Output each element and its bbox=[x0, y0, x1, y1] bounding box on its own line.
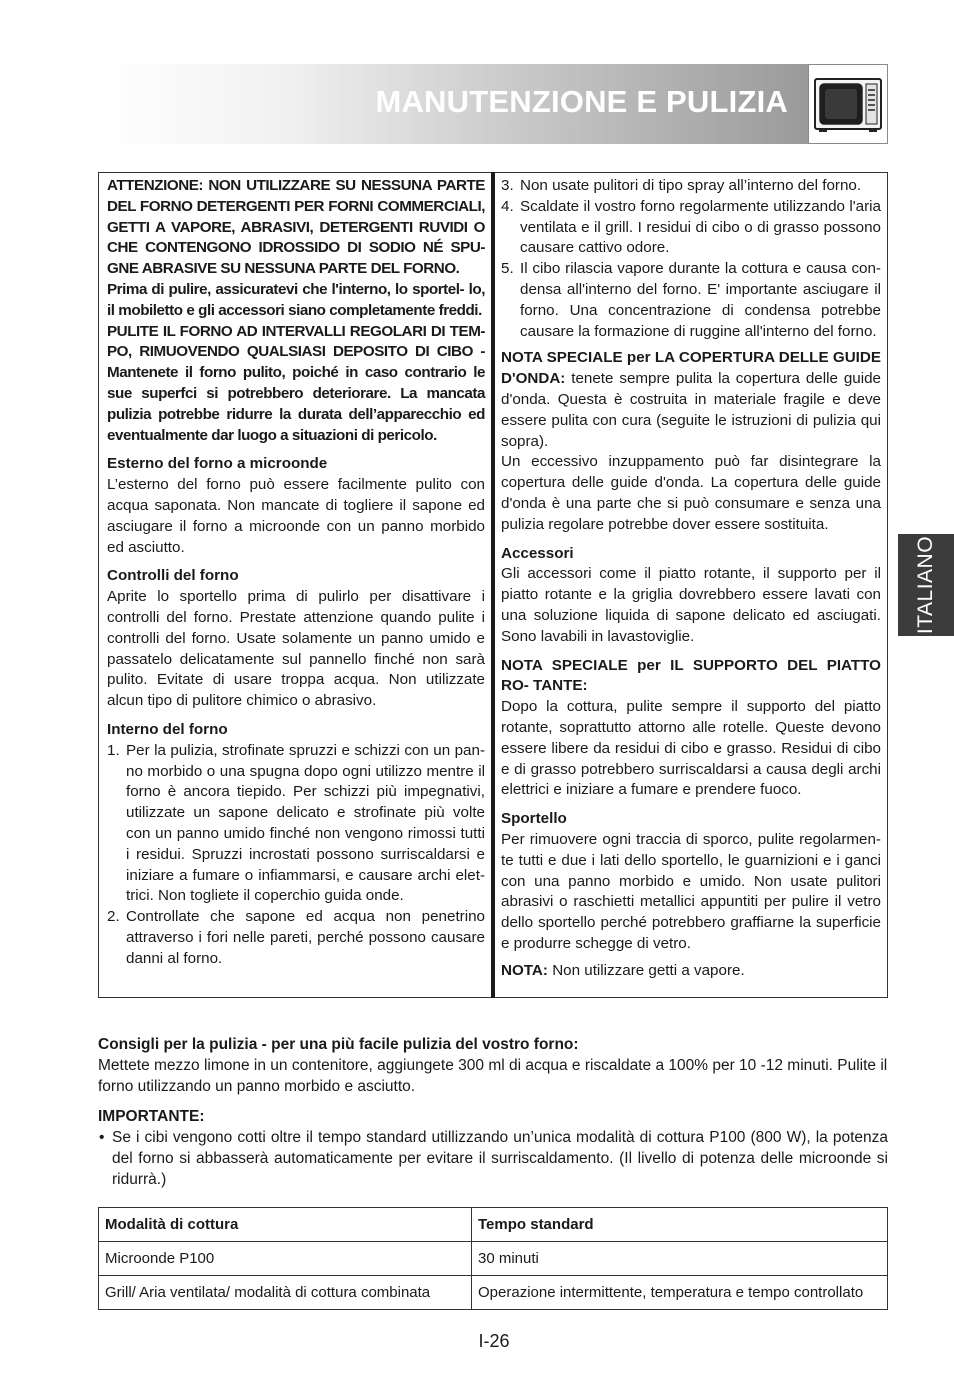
door-text: Per rimuovere ogni traccia di sporco, pulite regolarmen- te tutti e due i lati dello sportello, le guarnizioni e i ganci con una panno morbido e umido. Non usate pulitori abrasivi o raschietti metallici appuntiti per pulire il vetro dello sportello perché potrebbero graffiarne la superficie e produrre schegge di vetro. bbox=[501, 830, 881, 952]
final-note-label: NOTA: bbox=[501, 961, 548, 979]
list-item bbox=[501, 197, 881, 259]
page-number: I-26 bbox=[478, 1331, 510, 1351]
table-cell: Grill/ Aria ventilata/ modalità di cottura combinata bbox=[99, 1276, 472, 1310]
table-cell: Operazione intermittente, temperatura e tempo controllato bbox=[472, 1276, 888, 1310]
exterior-heading: Esterno del forno a microonde bbox=[107, 455, 328, 473]
right-column bbox=[501, 176, 881, 981]
list-number: 2. bbox=[107, 908, 120, 926]
accessories-text: Gli accessori come il piatto rotante, il supporto per il piatto rotante e la griglia dovrebbero essere lavati con una soluzione liquida di sapone delicato ed asciugati. Sono lavabili in lavastoviglie. bbox=[501, 565, 881, 645]
important-bullet bbox=[98, 1127, 888, 1190]
table-cell: Microonde P100 bbox=[99, 1242, 472, 1276]
list-number: 5. bbox=[501, 260, 514, 278]
list-text: Per la pulizia, strofinate spruzzi e schizzi con un pan- no morbido o una spugna dopo ogni utilizzo mentre il forno è ancora tiepido. Per schizzi più impegnativi, utilizzate un sapone delicato e strofinate più volte con un panno umido finché non vengono rimossi tutti i residui. Spruzzi incrostati possono surriscaldarsi e iniziare a fumare o infiammarsi, e causare archi elet- trici. Non togliete il coperchio guida onde. bbox=[126, 741, 485, 905]
microwave-icon-box bbox=[808, 64, 888, 144]
turntable-note-text: Dopo la cottura, pulite sempre il supporto del piatto rotante, soprattutto attorno alle rotelle. Queste devono essere libere da residui di cibo e grasso. Residui di cibo e di grasso potrebbero surriscaldarsi a causa degli archi elettrici e iniziare a fumare e prendere fuoco. bbox=[501, 698, 881, 799]
microwave-icon bbox=[809, 65, 887, 143]
column-header: Tempo standard bbox=[472, 1208, 888, 1242]
list-text: Il cibo rilascia vapore durante la cottura e causa con- densa all'interno del forno. E' importante asciugare il forno. Una concentrazione di condensa potrebbe causare la formazione di ruggine all'interno del forno. bbox=[520, 260, 881, 340]
important-heading: IMPORTANTE: bbox=[98, 1108, 205, 1125]
important-section bbox=[98, 1106, 888, 1190]
important-text: Se i cibi vengono cotti oltre il tempo standard utillizzando un’unica modalità di cottura P100 (800 W), la potenza del forno si abbasserà automaticamente per evitare il surriscaldamento. (Il livello di potenza delle microonde si ridurrà.) bbox=[112, 1129, 888, 1188]
cooldown-warning: Prima di pulire, assicuratevi che l'interno, lo sportel- lo, il mobiletto e gli accessori siano completamente freddi. bbox=[107, 280, 485, 319]
list-number: 4. bbox=[501, 197, 514, 215]
language-label: ITALIANO bbox=[914, 535, 937, 635]
interior-list-continued bbox=[501, 176, 881, 342]
list-text: Non usate pulitori di tipo spray all’interno del forno. bbox=[520, 177, 862, 194]
column-divider bbox=[491, 172, 495, 998]
left-column bbox=[107, 176, 485, 969]
interior-list bbox=[107, 741, 485, 970]
list-text: Scaldate il vostro forno regolarmente utilizzando l'aria ventilata e il grill. I residui di cibo o di grasso possono causare cattivo odore. bbox=[520, 197, 881, 257]
waveguide-note-text-2: Un eccessivo inzuppamento può far disintegrare la copertura delle guide d'onda. La copertura delle guide d'onda è una parte che si può consumare e senza una pulizia regolare potrebbe dover essere sostituita. bbox=[501, 453, 881, 533]
language-tab bbox=[898, 534, 954, 636]
table-header-row bbox=[99, 1208, 888, 1242]
header-banner bbox=[98, 64, 808, 144]
tips-text: Mettete mezzo limone in un contenitore, aggiungete 300 ml di acqua e riscaldate a 100% per 10 -12 minuti. Pulite il forno utilizzando un panno morbido e asciutto. bbox=[98, 1057, 888, 1095]
bullet-mark: • bbox=[99, 1129, 105, 1146]
warning-paragraph: ATTENZIONE: NON UTILIZZARE SU NESSUNA PARTE DEL FORNO DETERGENTI PER FORNI COMMERCIALI, GETTI A VAPORE, ABRASIVI, DETERGENTI RUVIDI O CHE CONTENGONO IDROSSIDO DI SODIO NÉ SPU- GNE ABRASIVE SU NESSUNA PARTE DEL FORNO. bbox=[107, 177, 485, 278]
final-note bbox=[501, 961, 881, 982]
waveguide-note-text: tenete sempre pulita la copertura delle guide d'onda. Questa è costruita in materiale fragile e deve essere pulita con cura (seguite le istruzioni di pulizia qui sopra). bbox=[501, 370, 881, 450]
page-title: MANUTENZIONE E PULIZIA bbox=[375, 84, 788, 119]
controls-heading: Controlli del forno bbox=[107, 567, 239, 585]
waveguide-note bbox=[501, 348, 881, 452]
regular-cleaning-warning: PULITE IL FORNO AD INTERVALLI REGOLARI DI TEM- PO, RIMUOVENDO QUALSIASI DEPOSITO DI CIBO - Mantenete il forno pulito, poiché in caso contrario le sue superfci si potrebbero deteriorare. La mancata pulizia potrebbe ridurre la durata dell’apparecchio ed eventualmente dar luogo a situazioni di pericolo. bbox=[107, 322, 485, 444]
final-note-text: Non utilizzare getti a vapore. bbox=[547, 961, 745, 979]
list-item bbox=[501, 176, 881, 197]
door-heading: Sportello bbox=[501, 810, 567, 828]
list-number: 1. bbox=[107, 741, 120, 759]
list-item bbox=[501, 259, 881, 342]
controls-text: Aprite lo sportello prima di pulirlo per disattivare i controlli del forno. Prestate attenzione quando pulite i controlli del forno. Usate solamente un panno umido e passatelo delicatamente sul pannello finché non sarà pulito. Evitate di usare troppa acqua. Non utilizzate alcun tipo di pulitore chimico o abrasivo. bbox=[107, 588, 485, 710]
list-item bbox=[107, 907, 485, 969]
tips-section bbox=[98, 1034, 888, 1097]
table-row bbox=[99, 1242, 888, 1276]
turntable-note-label: NOTA SPECIALE per IL SUPPORTO DEL PIATTO RO- TANTE: bbox=[501, 656, 881, 695]
interior-heading: Interno del forno bbox=[107, 720, 228, 738]
list-text: Controllate che sapone ed acqua non penetrino attraverso i fori nelle pareti, perché possono causare danni al forno. bbox=[126, 908, 485, 967]
standard-time-table bbox=[98, 1207, 888, 1310]
table-cell: 30 minuti bbox=[472, 1242, 888, 1276]
exterior-text: L’esterno del forno può essere facilmente pulito con acqua saponata. Non mancate di togliere il sapone ed asciugare il forno a microonde con un panno morbido ed asciutto. bbox=[107, 476, 485, 556]
accessories-heading: Accessori bbox=[501, 544, 574, 562]
column-header: Modalità di cottura bbox=[99, 1208, 472, 1242]
tips-heading: Consigli per la pulizia - per una più facile pulizia del vostro forno: bbox=[98, 1036, 579, 1053]
waveguide-note-label: NOTA SPECIALE per LA COPERTURA DELLE GUIDE D'ONDA: bbox=[501, 349, 881, 388]
table-row bbox=[99, 1276, 888, 1310]
list-number: 3. bbox=[501, 177, 514, 194]
list-item bbox=[107, 741, 485, 907]
